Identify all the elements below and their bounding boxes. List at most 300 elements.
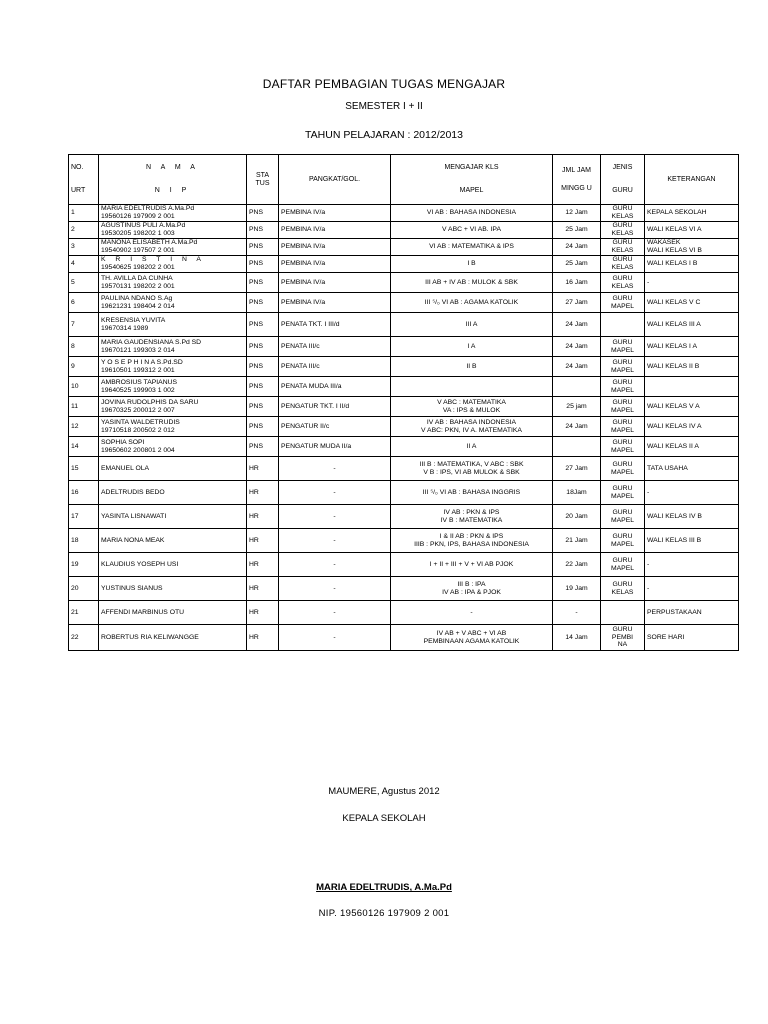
cell-keterangan	[645, 239, 739, 256]
cell-jenis-guru	[601, 222, 645, 239]
cell-jml-jam	[553, 437, 601, 457]
cell-keterangan	[645, 397, 739, 417]
cell-mengajar	[391, 601, 553, 625]
mengajar-line-1: III A	[465, 320, 478, 328]
keterangan-line-1: WALI KELAS V C	[647, 298, 701, 306]
mengajar-line-1: III B : MATEMATIKA, V ABC : SBK	[419, 460, 524, 468]
mengajar-line-1: VI AB : MATEMATIKA & IPS	[429, 243, 514, 251]
table-row	[69, 222, 739, 239]
header-status: STA TUS	[247, 155, 279, 205]
mengajar-line-1: I B	[467, 260, 476, 268]
cell-status: PNS	[247, 205, 279, 222]
table-row	[69, 481, 739, 505]
cell-jml-jam: 16 Jam	[553, 273, 601, 293]
cell-pangkat: -	[279, 529, 391, 553]
cell-jenis-guru	[601, 437, 645, 457]
jenis-line-1: GURU	[612, 460, 633, 468]
mengajar-line-1: VI AB : BAHASA INDONESIA	[426, 209, 517, 217]
table-row	[69, 293, 739, 313]
cell-nama-nip	[99, 397, 247, 417]
teacher-nip: 19670121 199303 2 014	[101, 346, 175, 354]
document-title: DAFTAR PEMBAGIAN TUGAS MENGAJAR	[262, 77, 506, 91]
keterangan-line-1: KEPALA SEKOLAH	[647, 209, 707, 217]
cell-jml-jam: 27 Jam	[553, 293, 601, 313]
keterangan-line-1: WALI KELAS III B	[647, 536, 702, 544]
cell-pangkat: PENGATUR TKT. I II/d	[279, 397, 391, 417]
jenis-line-1: GURU	[612, 378, 633, 386]
table-row	[69, 273, 739, 293]
cell-status: HR	[247, 601, 279, 625]
mengajar-line-1: V ABC + VI AB. IPA	[442, 226, 501, 234]
cell-nama-nip	[99, 417, 247, 437]
jenis-line-1: GURU	[612, 484, 633, 492]
signer-name: MARIA EDELTRUDIS, A.Ma.Pd	[316, 882, 452, 893]
cell-no: 15	[69, 457, 99, 481]
cell-no: 16	[69, 481, 99, 505]
cell-jml-jam	[553, 377, 601, 397]
teacher-nip: 19710518 200502 2 012	[101, 426, 175, 434]
jenis-line-2: MAPEL	[610, 346, 635, 354]
cell-jml-jam: 24 Jam	[553, 337, 601, 357]
header-pangkat: PANGKAT/GOL.	[279, 155, 391, 205]
cell-jml-jam: -	[553, 601, 601, 625]
header-jenis-guru: JENIS GURU	[601, 155, 645, 205]
cell-jenis-guru	[601, 481, 645, 505]
cell-status: PNS	[247, 313, 279, 337]
cell-status: HR	[247, 457, 279, 481]
cell-status: HR	[247, 481, 279, 505]
teacher-name: MARIA NONA MEAK	[101, 536, 165, 544]
cell-keterangan	[645, 481, 739, 505]
teacher-nip: 19610501 199312 2 001	[101, 366, 175, 374]
header-mengajar: MENGAJAR KLS MAPEL	[391, 155, 553, 205]
jenis-line-2: KELAS	[611, 213, 634, 220]
teacher-name: ROBERTUS RIA KELIWANGGE	[101, 633, 199, 641]
table-row	[69, 457, 739, 481]
cell-nama-nip	[99, 601, 247, 625]
cell-pangkat: PENATA TKT. I III/d	[279, 313, 391, 337]
cell-no: 9	[69, 357, 99, 377]
table-row	[69, 601, 739, 625]
cell-nama-nip	[99, 625, 247, 651]
cell-jenis-guru	[601, 397, 645, 417]
keterangan-line-1: SORE HARI	[647, 633, 685, 641]
cell-status: PNS	[247, 417, 279, 437]
teacher-name: AMBROSIUS TAPIANUS	[101, 378, 178, 386]
cell-keterangan	[645, 529, 739, 553]
teacher-nip: 19670325 200012 2 007	[101, 406, 175, 414]
jenis-line-1: GURU	[612, 239, 633, 247]
cell-mengajar	[391, 256, 553, 273]
cell-jenis-guru	[601, 577, 645, 601]
cell-nama-nip	[99, 239, 247, 256]
table-row	[69, 553, 739, 577]
keterangan-line-1: WALI KELAS I A	[647, 342, 697, 350]
jenis-line-1: GURU	[612, 358, 633, 366]
assignment-table	[68, 154, 739, 651]
jenis-line-2: MAPEL	[610, 446, 635, 454]
jenis-line-3: NA	[617, 641, 628, 649]
keterangan-line-2: WALI KELAS VI B	[647, 247, 702, 254]
teacher-name: AGUSTINUS PULI A.Ma.Pd	[101, 222, 186, 230]
table-row	[69, 205, 739, 222]
cell-no: 1	[69, 205, 99, 222]
cell-nama-nip	[99, 529, 247, 553]
cell-pangkat: -	[279, 457, 391, 481]
keterangan-line-1: WAKASEK	[647, 239, 681, 247]
cell-jml-jam: 25 Jam	[553, 222, 601, 239]
teacher-name: K R I S T I N A	[101, 256, 205, 264]
keterangan-line-1: WALI KELAS II A	[647, 442, 699, 450]
cell-mengajar	[391, 273, 553, 293]
keterangan-line-1: WALI KELAS IV A	[647, 422, 702, 430]
mengajar-line-1: III ⁵/₀ VI AB : AGAMA KATOLIK	[424, 298, 519, 306]
cell-status: PNS	[247, 222, 279, 239]
cell-jml-jam: 22 Jam	[553, 553, 601, 577]
cell-jml-jam: 14 Jam	[553, 625, 601, 651]
cell-no: 21	[69, 601, 99, 625]
cell-pangkat: PEMBINA IV/a	[279, 273, 391, 293]
cell-jenis-guru	[601, 337, 645, 357]
mengajar-line-2: IV B : MATEMATIKA	[440, 516, 503, 524]
jenis-line-1: GURU	[612, 626, 633, 634]
cell-status: PNS	[247, 273, 279, 293]
cell-no: 10	[69, 377, 99, 397]
table-row	[69, 357, 739, 377]
cell-jml-jam: 21 Jam	[553, 529, 601, 553]
cell-mengajar	[391, 481, 553, 505]
mengajar-line-1: IV AB : PKN & IPS	[443, 508, 500, 516]
cell-mengajar	[391, 293, 553, 313]
cell-keterangan	[645, 256, 739, 273]
jenis-line-2: MAPEL	[610, 540, 635, 548]
teacher-name: EMANUEL OLA	[101, 464, 150, 472]
jenis-line-2: MAPEL	[610, 366, 635, 374]
table-row	[69, 505, 739, 529]
cell-jml-jam: 25 Jam	[553, 256, 601, 273]
keterangan-line-1: WALI KELAS VI A	[647, 226, 702, 234]
cell-mengajar	[391, 239, 553, 256]
cell-keterangan	[645, 377, 739, 397]
cell-keterangan	[645, 357, 739, 377]
cell-nama-nip	[99, 553, 247, 577]
cell-keterangan	[645, 337, 739, 357]
cell-jml-jam: 24 Jam	[553, 417, 601, 437]
cell-jenis-guru	[601, 239, 645, 256]
cell-pangkat: -	[279, 553, 391, 577]
jenis-line-2: MAPEL	[610, 516, 635, 524]
cell-mengajar	[391, 437, 553, 457]
mengajar-line-1: I A	[467, 342, 476, 350]
mengajar-line-2: PEMBINAAN AGAMA KATOLIK	[423, 637, 520, 645]
cell-status: HR	[247, 505, 279, 529]
cell-keterangan	[645, 437, 739, 457]
jenis-line-2: KELAS	[611, 264, 634, 271]
cell-status: HR	[247, 553, 279, 577]
keterangan-line-1: -	[647, 488, 650, 496]
cell-mengajar	[391, 357, 553, 377]
cell-mengajar	[391, 553, 553, 577]
header-keterangan: KETERANGAN	[645, 155, 739, 205]
cell-pangkat: -	[279, 601, 391, 625]
cell-status: PNS	[247, 239, 279, 256]
teacher-nip: 19570131 198202 2 001	[101, 282, 175, 290]
cell-no: 11	[69, 397, 99, 417]
cell-pangkat: PENGATUR MUDA II/a	[279, 437, 391, 457]
teacher-nip: 19540902 197507 2 001	[101, 247, 175, 254]
table-row	[69, 577, 739, 601]
jenis-line-2: KELAS	[611, 282, 634, 290]
cell-jenis-guru	[601, 293, 645, 313]
cell-pangkat: PENGATUR II/c	[279, 417, 391, 437]
jenis-line-2: KELAS	[611, 588, 634, 596]
cell-no: 14	[69, 437, 99, 457]
cell-keterangan	[645, 417, 739, 437]
keterangan-line-1: -	[647, 584, 650, 592]
cell-status: PNS	[247, 337, 279, 357]
jenis-line-1: GURU	[612, 532, 633, 540]
table-row	[69, 529, 739, 553]
table-row	[69, 377, 739, 397]
teacher-nip: 19540625 198202 2 001	[101, 264, 175, 271]
mengajar-line-1: IV AB + V ABC + VI AB	[436, 629, 507, 637]
cell-mengajar	[391, 625, 553, 651]
table-row	[69, 337, 739, 357]
cell-jenis-guru	[601, 417, 645, 437]
cell-jenis-guru	[601, 553, 645, 577]
cell-jenis-guru	[601, 505, 645, 529]
cell-pangkat: PEMBINA IV/a	[279, 293, 391, 313]
cell-keterangan	[645, 553, 739, 577]
mengajar-line-2: V ABC: PKN, IV A. MATEMATIKA	[421, 426, 522, 434]
jenis-line-2: MAPEL	[610, 564, 635, 572]
mengajar-line-1: II A	[466, 442, 477, 450]
teacher-name: YASINTA WALDETRUDIS	[101, 418, 180, 426]
table-row	[69, 256, 739, 273]
mengajar-line-2: IV AB : IPA & PJOK	[442, 588, 501, 596]
teacher-name: JOVINA RUDOLPHIS DA SARU	[101, 398, 199, 406]
cell-pangkat: PEMBINA IV/a	[279, 256, 391, 273]
table-header-row	[69, 155, 739, 205]
jenis-line-2: MAPEL	[610, 302, 635, 310]
cell-keterangan	[645, 293, 739, 313]
cell-nama-nip	[99, 357, 247, 377]
cell-keterangan	[645, 222, 739, 239]
cell-pangkat: -	[279, 505, 391, 529]
cell-status: PNS	[247, 293, 279, 313]
cell-jml-jam: 24 Jam	[553, 357, 601, 377]
teacher-name: MARIA EDELTRUDIS A.Ma.Pd	[101, 205, 195, 213]
cell-status: PNS	[247, 357, 279, 377]
cell-nama-nip	[99, 222, 247, 239]
keterangan-line-1: -	[647, 560, 650, 568]
cell-mengajar	[391, 529, 553, 553]
jenis-line-1: GURU	[612, 338, 633, 346]
jenis-line-2: MAPEL	[610, 492, 635, 500]
place-date: MAUMERE, Agustus 2012	[328, 786, 440, 797]
teacher-name: TH. AVILLA DA CUNHA	[101, 274, 173, 282]
teacher-nip: 19530205 198202 1 003	[101, 230, 175, 237]
cell-jenis-guru	[601, 529, 645, 553]
cell-jml-jam: 20 Jam	[553, 505, 601, 529]
cell-keterangan	[645, 577, 739, 601]
teacher-name: MANONA ELISABETH A.Ma.Pd	[101, 239, 198, 247]
cell-no: 6	[69, 293, 99, 313]
cell-status: PNS	[247, 397, 279, 417]
cell-mengajar	[391, 377, 553, 397]
jenis-line-2: MAPEL	[610, 386, 635, 394]
jenis-line-1: GURU	[612, 398, 633, 406]
table-row	[69, 437, 739, 457]
teacher-name: SOPHIA SOPI	[101, 438, 145, 446]
cell-jml-jam: 24 Jam	[553, 239, 601, 256]
jenis-line-2: PEMBI	[611, 633, 634, 641]
cell-nama-nip	[99, 481, 247, 505]
cell-keterangan	[645, 205, 739, 222]
cell-no: 19	[69, 553, 99, 577]
cell-status: PNS	[247, 256, 279, 273]
cell-no: 3	[69, 239, 99, 256]
header-jml-jam: JML JAM MINGG U	[553, 155, 601, 205]
cell-keterangan	[645, 505, 739, 529]
cell-mengajar	[391, 313, 553, 337]
cell-mengajar	[391, 337, 553, 357]
jenis-line-1: GURU	[612, 418, 633, 426]
cell-nama-nip	[99, 505, 247, 529]
teacher-nip: 19670314 1989	[101, 324, 149, 332]
keterangan-line-1: PERPUSTAKAAN	[647, 608, 702, 616]
cell-mengajar	[391, 205, 553, 222]
teacher-nip: 19560126 197909 2 001	[101, 213, 175, 220]
table-row	[69, 397, 739, 417]
teacher-nip: 19650602 200801 2 004	[101, 446, 175, 454]
cell-nama-nip	[99, 293, 247, 313]
cell-mengajar	[391, 417, 553, 437]
cell-no: 22	[69, 625, 99, 651]
cell-nama-nip	[99, 205, 247, 222]
mengajar-line-1: I + II + III + V + VI AB PJOK	[429, 560, 514, 568]
cell-pangkat: PENATA III/c	[279, 337, 391, 357]
jenis-line-1: GURU	[612, 580, 633, 588]
cell-no: 2	[69, 222, 99, 239]
cell-no: 5	[69, 273, 99, 293]
signer-role: KEPALA SEKOLAH	[342, 813, 426, 824]
mengajar-line-1: III B : IPA	[457, 580, 486, 588]
cell-pangkat: PENATA MUDA III/a	[279, 377, 391, 397]
cell-pangkat: PEMBINA IV/a	[279, 205, 391, 222]
cell-no: 8	[69, 337, 99, 357]
cell-jml-jam: 18Jam	[553, 481, 601, 505]
jenis-line-2: MAPEL	[610, 406, 635, 414]
cell-jenis-guru	[601, 601, 645, 625]
cell-jml-jam: 12 Jam	[553, 205, 601, 222]
mengajar-line-2: IIIB : PKN, IPS, BAHASA INDONESIA	[414, 540, 529, 548]
keterangan-line-1: TATA USAHA	[647, 464, 688, 472]
academic-year: TAHUN PELAJARAN : 2012/2013	[305, 129, 463, 141]
table-row	[69, 239, 739, 256]
cell-jml-jam: 19 Jam	[553, 577, 601, 601]
teacher-name: Y O S E P H I N A S.Pd.SD	[101, 358, 183, 366]
cell-mengajar	[391, 397, 553, 417]
keterangan-line-1: WALI KELAS III A	[647, 320, 701, 328]
jenis-line-2: KELAS	[611, 230, 634, 237]
cell-mengajar	[391, 577, 553, 601]
teacher-name: KLAUDIUS YOSEPH USI	[101, 560, 179, 568]
mengajar-line-1: IV AB : BAHASA INDONESIA	[426, 418, 517, 426]
cell-pangkat: PEMBINA IV/a	[279, 222, 391, 239]
cell-keterangan	[645, 457, 739, 481]
cell-no: 7	[69, 313, 99, 337]
cell-jml-jam: 27 Jam	[553, 457, 601, 481]
cell-pangkat: PEMBINA IV/a	[279, 239, 391, 256]
cell-mengajar	[391, 222, 553, 239]
jenis-line-1: GURU	[612, 274, 633, 282]
cell-pangkat: -	[279, 481, 391, 505]
teacher-name: AFFENDI MARBINUS OTU	[101, 608, 185, 616]
cell-status: PNS	[247, 377, 279, 397]
cell-status: HR	[247, 625, 279, 651]
cell-nama-nip	[99, 377, 247, 397]
keterangan-line-1: WALI KELAS V A	[647, 402, 700, 410]
keterangan-line-1: WALI KELAS IV B	[647, 512, 702, 520]
teacher-name: MARIA GAUDENSIANA S.Pd SD	[101, 338, 202, 346]
cell-no: 18	[69, 529, 99, 553]
table-row	[69, 625, 739, 651]
jenis-line-1: GURU	[612, 508, 633, 516]
jenis-line-1: GURU	[612, 205, 633, 213]
teacher-nip: 19640525 199903 1 002	[101, 386, 175, 394]
table-row	[69, 313, 739, 337]
mengajar-line-1: II B	[466, 362, 477, 370]
cell-status: HR	[247, 577, 279, 601]
signer-nip: NIP. 19560126 197909 2 001	[318, 908, 450, 919]
keterangan-line-1: -	[647, 278, 650, 286]
cell-keterangan	[645, 625, 739, 651]
cell-nama-nip	[99, 337, 247, 357]
teacher-name: YASINTA LISNAWATI	[101, 512, 167, 520]
cell-jml-jam: 24 Jam	[553, 313, 601, 337]
cell-pangkat: PENATA III/c	[279, 357, 391, 377]
mengajar-line-1: I & II AB : PKN & IPS	[439, 532, 504, 540]
cell-no: 17	[69, 505, 99, 529]
cell-jenis-guru	[601, 256, 645, 273]
cell-no: 20	[69, 577, 99, 601]
cell-jenis-guru	[601, 273, 645, 293]
cell-jenis-guru	[601, 313, 645, 337]
jenis-line-1: GURU	[612, 222, 633, 230]
cell-mengajar	[391, 457, 553, 481]
header-nama-nip: N A M A N I P	[99, 155, 247, 205]
cell-jenis-guru	[601, 457, 645, 481]
cell-jenis-guru	[601, 205, 645, 222]
cell-keterangan	[645, 313, 739, 337]
mengajar-line-2: VA : IPS & MULOK	[442, 406, 501, 414]
teacher-name: PAULINA NDANO S.Ag	[101, 294, 173, 302]
teacher-name: YUSTINUS SIANUS	[101, 584, 163, 592]
mengajar-line-2: V B : IPS, VI AB MULOK & SBK	[423, 468, 520, 476]
jenis-line-1: GURU	[612, 556, 633, 564]
cell-nama-nip	[99, 577, 247, 601]
cell-mengajar	[391, 505, 553, 529]
jenis-line-2: MAPEL	[610, 468, 635, 476]
cell-pangkat: -	[279, 625, 391, 651]
jenis-line-2: MAPEL	[610, 426, 635, 434]
cell-no: 4	[69, 256, 99, 273]
cell-jenis-guru	[601, 625, 645, 651]
cell-status: PNS	[247, 437, 279, 457]
cell-nama-nip	[99, 256, 247, 273]
cell-no: 12	[69, 417, 99, 437]
